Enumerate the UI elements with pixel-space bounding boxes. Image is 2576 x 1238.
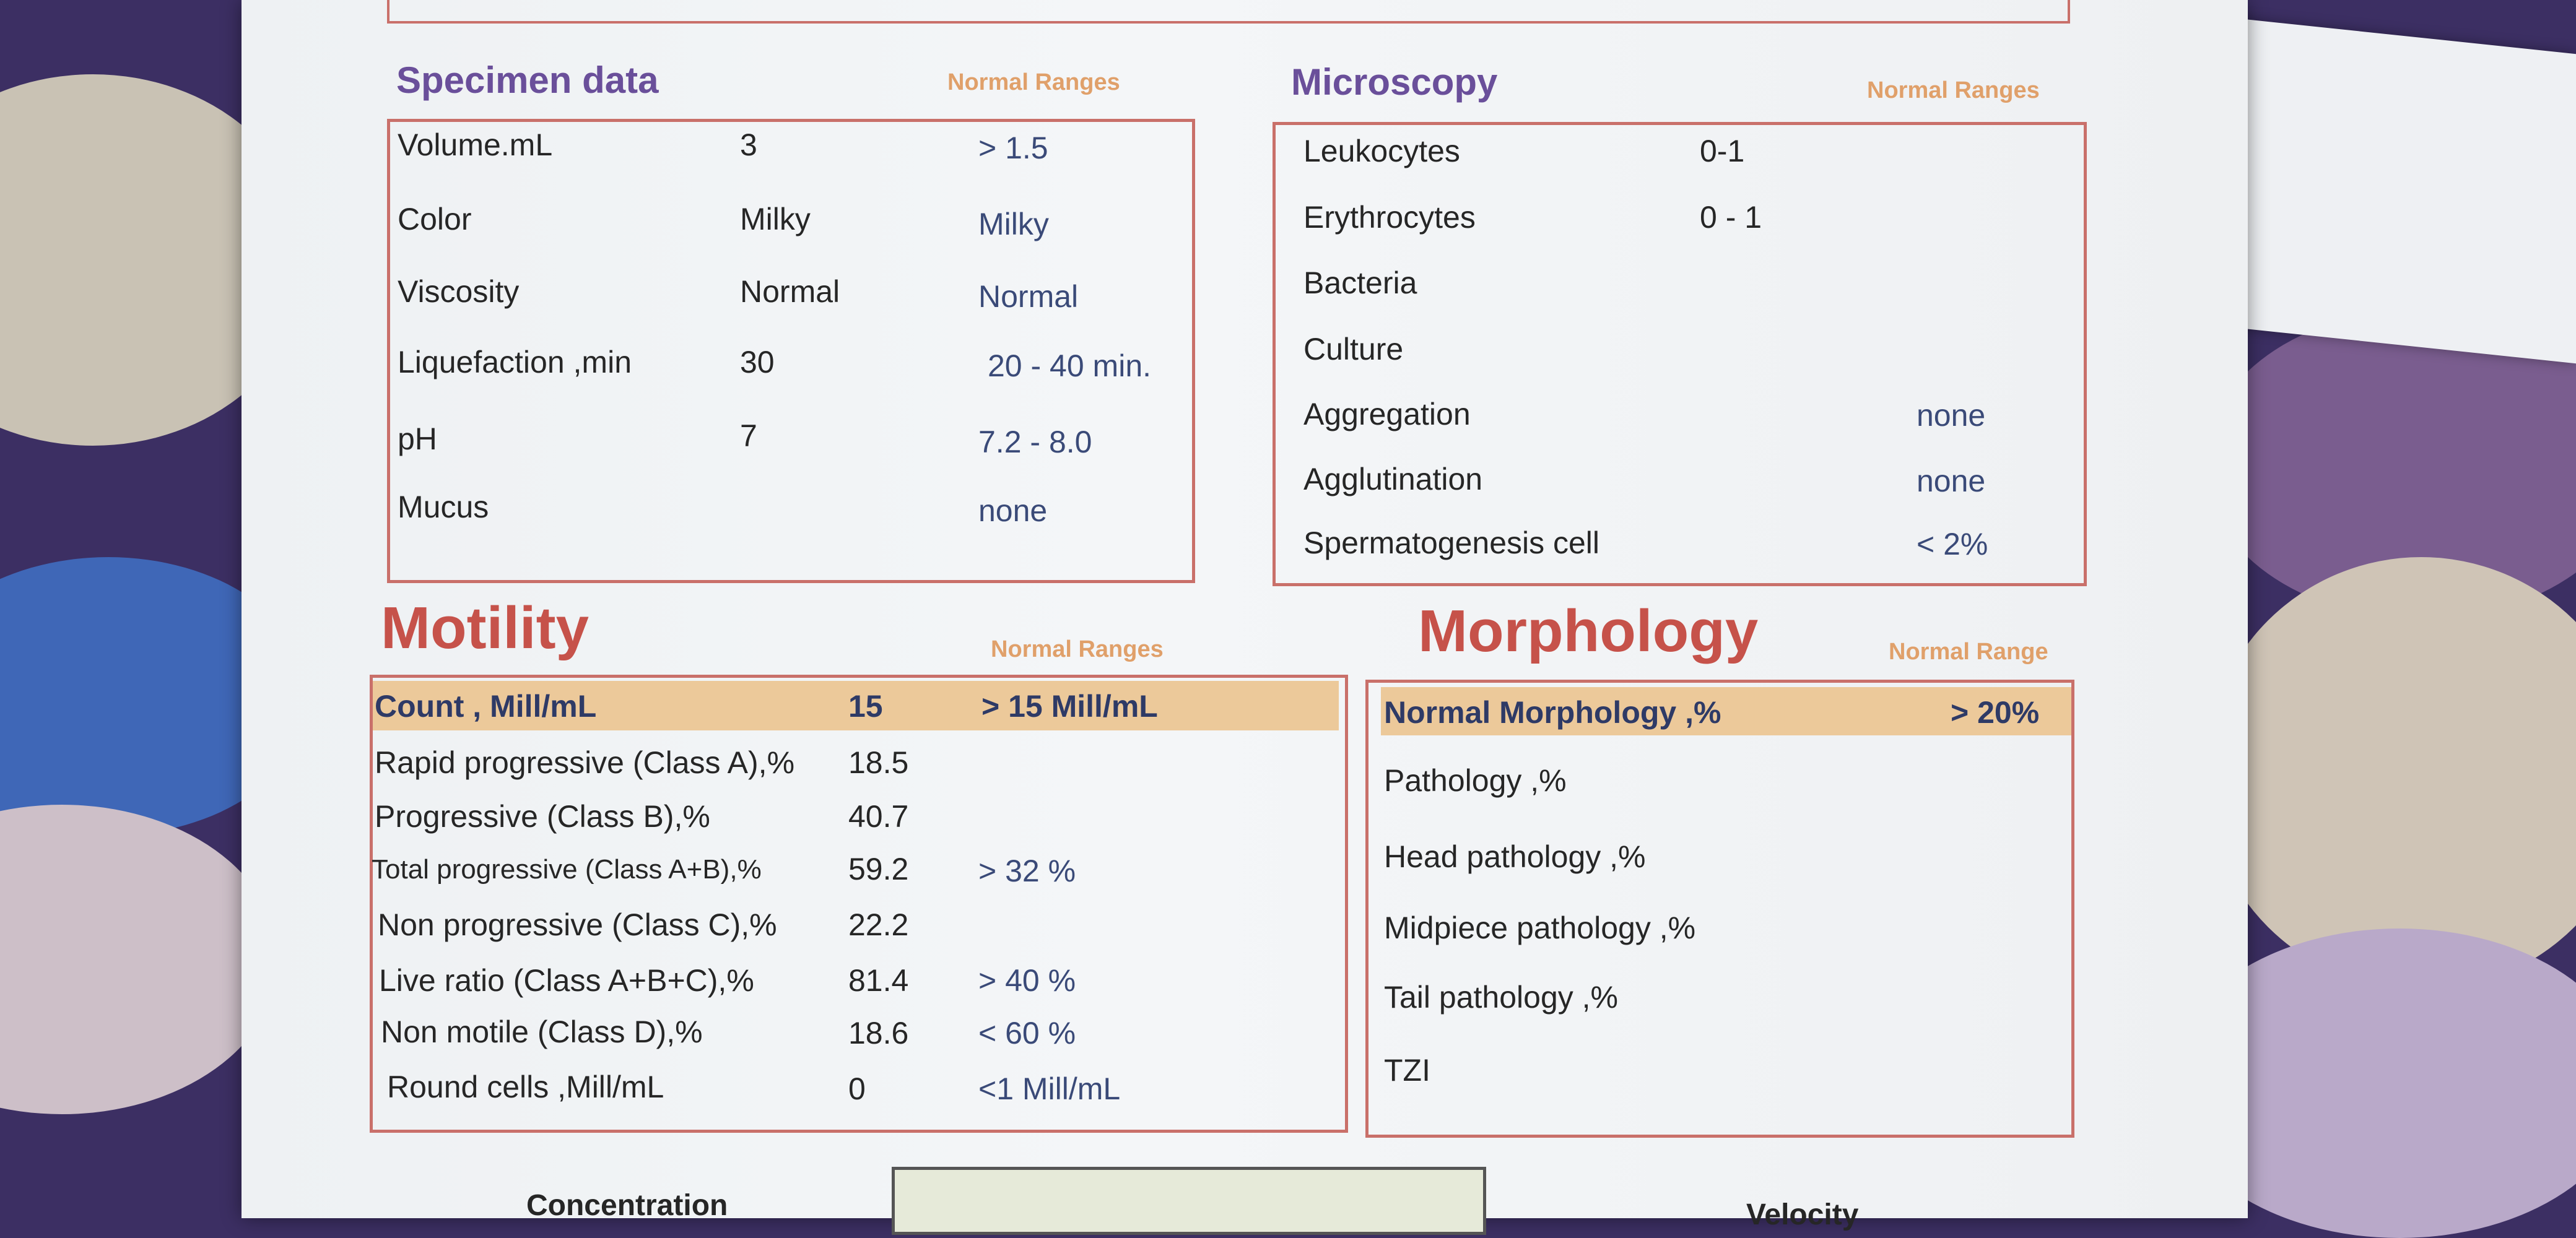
motility-range: <1 Mill/mL — [978, 1071, 1121, 1106]
motility-value: 81.4 — [848, 963, 909, 998]
specimen-label: Volume.mL — [398, 128, 553, 162]
morphology-label: Midpiece pathology ,% — [1384, 911, 1696, 945]
specimen-value: 7 — [740, 418, 757, 453]
specimen-value: Milky — [740, 202, 811, 236]
specimen-title: Specimen data — [396, 59, 659, 101]
microscopy-value: 0 - 1 — [1700, 200, 1762, 235]
specimen-range: 7.2 - 8.0 — [978, 425, 1092, 459]
motility-label: Non motile (Class D),% — [381, 1015, 703, 1049]
specimen-value: 3 — [740, 128, 757, 162]
specimen-range: > 1.5 — [978, 131, 1048, 165]
motility-value: 18.6 — [848, 1016, 909, 1050]
motility-value: 0 — [848, 1071, 866, 1106]
motility-label: Round cells ,Mill/mL — [387, 1070, 664, 1104]
microscopy-label: Agglutination — [1303, 462, 1483, 496]
motility-label: Live ratio (Class A+B+C),% — [379, 963, 754, 998]
microscopy-title: Microscopy — [1291, 61, 1498, 103]
specimen-normal-ranges-label: Normal Ranges — [947, 69, 1120, 95]
morphology-label: Tail pathology ,% — [1384, 980, 1619, 1015]
microscopy-range: none — [1917, 464, 1986, 498]
motility-box — [370, 675, 1348, 1133]
motility-label: Non progressive (Class C),% — [378, 907, 777, 942]
microscopy-normal-ranges-label: Normal Ranges — [1867, 77, 2040, 103]
motility-value: 22.2 — [848, 907, 909, 942]
velocity-label: Velocity — [1746, 1198, 1859, 1231]
motility-count-label: Count , Mill/mL — [375, 689, 597, 724]
motility-count-value: 15 — [848, 689, 883, 724]
specimen-value: Normal — [740, 274, 840, 309]
microscopy-label: Erythrocytes — [1303, 200, 1476, 235]
microscopy-range: < 2% — [1917, 527, 1988, 561]
morphology-title: Morphology — [1418, 598, 1759, 664]
microscopy-label: Culture — [1303, 332, 1404, 366]
morphology-box — [1365, 680, 2074, 1138]
motility-label: Rapid progressive (Class A),% — [375, 745, 795, 780]
motility-range: < 60 % — [978, 1016, 1076, 1050]
specimen-label: Mucus — [398, 490, 489, 524]
morphology-label: TZI — [1384, 1053, 1430, 1088]
motility-range: > 40 % — [978, 963, 1076, 998]
specimen-label: pH — [398, 422, 437, 456]
concentration-chart-frame — [892, 1167, 1486, 1235]
specimen-label: Color — [398, 202, 472, 236]
motility-count-range: > 15 Mill/mL — [981, 689, 1158, 724]
motility-value: 18.5 — [848, 745, 909, 780]
motility-title: Motility — [381, 595, 589, 661]
microscopy-range: none — [1917, 398, 1986, 433]
motility-range: > 32 % — [978, 854, 1076, 888]
morphology-normal-label: Normal Morphology ,% — [1384, 695, 1721, 730]
motility-normal-ranges-label: Normal Ranges — [991, 636, 1164, 662]
motility-label: Total progressive (Class A+B),% — [372, 854, 762, 885]
top-border — [387, 0, 2070, 24]
morphology-label: Pathology ,% — [1384, 763, 1567, 798]
morphology-label: Head pathology ,% — [1384, 839, 1646, 874]
specimen-range: none — [978, 493, 1048, 528]
motility-value: 40.7 — [848, 799, 909, 834]
microscopy-value: 0-1 — [1700, 134, 1745, 168]
concentration-label: Concentration — [526, 1189, 728, 1222]
specimen-value: 30 — [740, 345, 775, 379]
microscopy-label: Spermatogenesis cell — [1303, 526, 1600, 560]
specimen-label: Liquefaction ,min — [398, 345, 632, 379]
specimen-label: Viscosity — [398, 274, 520, 309]
specimen-range: 20 - 40 min. — [988, 348, 1152, 383]
microscopy-label: Bacteria — [1303, 266, 1417, 300]
morphology-normal-range: > 20% — [1951, 695, 2040, 730]
specimen-range: Normal — [978, 279, 1079, 314]
morphology-normal-range-label: Normal Range — [1889, 639, 2048, 665]
motility-value: 59.2 — [848, 852, 909, 886]
microscopy-label: Leukocytes — [1303, 134, 1460, 168]
motility-label: Progressive (Class B),% — [375, 799, 710, 834]
specimen-range: Milky — [978, 207, 1049, 241]
microscopy-label: Aggregation — [1303, 397, 1471, 431]
